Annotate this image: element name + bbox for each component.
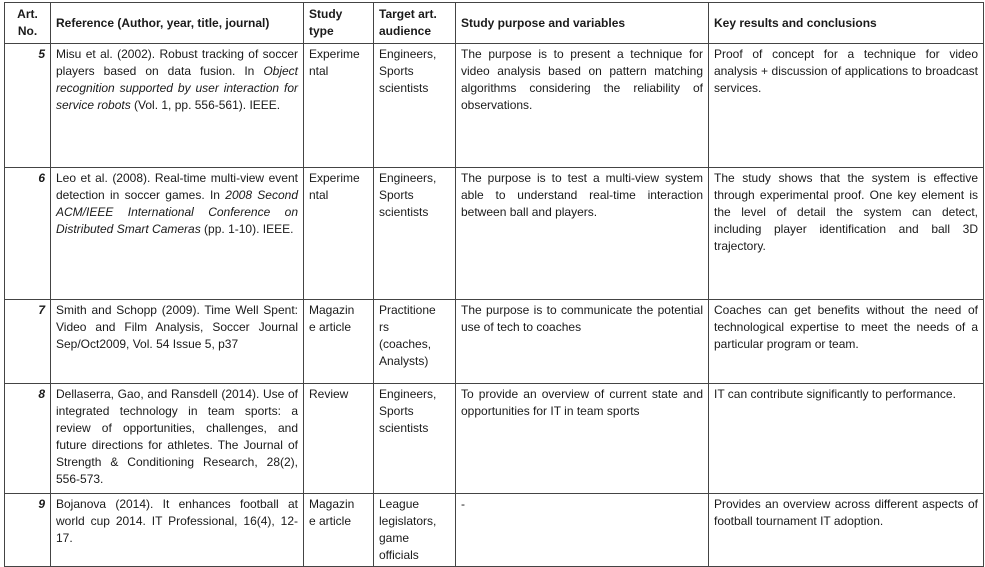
study-type-cell: Magazin e article	[304, 300, 374, 384]
article-number: 9	[5, 494, 51, 567]
reference-cell	[51, 494, 304, 567]
table-row	[5, 300, 984, 384]
reference-cell	[51, 168, 304, 300]
article-number: 7	[5, 300, 51, 384]
table-row	[5, 44, 984, 168]
header-study-purpose: Study purpose and variables	[456, 3, 709, 44]
reference-italic: 2008 Second ACM/IEEE International Conference on Distributed Smart Cameras	[56, 188, 298, 236]
reference-text: Leo et al. (2008). Real-time multi-view event detection in soccer games. In	[56, 171, 298, 202]
purpose-cell: The purpose is to test a multi-view system able to understand real-time interaction between ball and players.	[456, 168, 709, 300]
study-type-cell: Review	[304, 384, 374, 494]
study-type-cell: Experime ntal	[304, 168, 374, 300]
table-row	[5, 384, 984, 494]
study-type-cell: Experime ntal	[304, 44, 374, 168]
audience-cell: Practitione rs (coaches, Analysts)	[374, 300, 456, 384]
reference-cell	[51, 44, 304, 168]
header-row	[5, 3, 984, 44]
header-key-results: Key results and conclusions	[709, 3, 984, 44]
header-reference: Reference (Author, year, title, journal)	[51, 3, 304, 44]
literature-table	[4, 2, 984, 567]
reference-cell	[51, 384, 304, 494]
audience-cell: Engineers, Sports scientists	[374, 168, 456, 300]
purpose-cell: To provide an overview of current state and opportunities for IT in team sports	[456, 384, 709, 494]
reference-text: Bojanova (2014). It enhances football at world cup 2014. IT Professional, 16(4), 12-17.	[56, 497, 298, 545]
reference-text: Misu et al. (2002). Robust tracking of soccer players based on data fusion. In	[56, 47, 298, 78]
reference-text-end: (pp. 1-10). IEEE.	[200, 222, 294, 236]
article-number: 8	[5, 384, 51, 494]
header-study-type: Study type	[304, 3, 374, 44]
reference-italic: Object recognition supported by user interaction for service robots	[56, 64, 298, 112]
purpose-cell: The purpose is to communicate the potential use of tech to coaches	[456, 300, 709, 384]
results-cell: Provides an overview across different aspects of football tournament IT adoption.	[709, 494, 984, 567]
reference-text-end: (Vol. 1, pp. 556-561). IEEE.	[130, 98, 281, 112]
table-row	[5, 168, 984, 300]
purpose-cell: -	[456, 494, 709, 567]
article-number: 5	[5, 44, 51, 168]
results-cell: Coaches can get benefits without the need of technological expertise to meet the needs of a particular program or team.	[709, 300, 984, 384]
reference-text: Dellaserra, Gao, and Ransdell (2014). Use of integrated technology in team sports: a review of opportunities, challenges, and future directions for athletes. The Journal of Strength & Conditioning Research, 28(2), 556-573.	[56, 387, 298, 486]
audience-cell: Engineers, Sports scientists	[374, 44, 456, 168]
article-number: 6	[5, 168, 51, 300]
table-row	[5, 494, 984, 567]
reference-text: Smith and Schopp (2009). Time Well Spent: Video and Film Analysis, Soccer Journal Sep/Oct2009, Vol. 54 Issue 5, p37	[56, 303, 298, 351]
reference-cell	[51, 300, 304, 384]
purpose-cell: The purpose is to present a technique for video analysis based on pattern matching algorithms considering the reliability of observations.	[456, 44, 709, 168]
audience-cell: Engineers, Sports scientists	[374, 384, 456, 494]
table-container	[4, 2, 983, 560]
audience-cell: League legislators, game officials	[374, 494, 456, 567]
results-cell: The study shows that the system is effective through experimental proof. One key element is the level of detail the system can detect, including player identification and ball 3D trajectory.	[709, 168, 984, 300]
header-target-audience: Target art. audience	[374, 3, 456, 44]
results-cell: Proof of concept for a technique for video analysis + discussion of applications to broadcast services.	[709, 44, 984, 168]
study-type-cell: Magazin e article	[304, 494, 374, 567]
results-cell: IT can contribute significantly to performance.	[709, 384, 984, 494]
header-art-no: Art. No.	[5, 3, 51, 44]
